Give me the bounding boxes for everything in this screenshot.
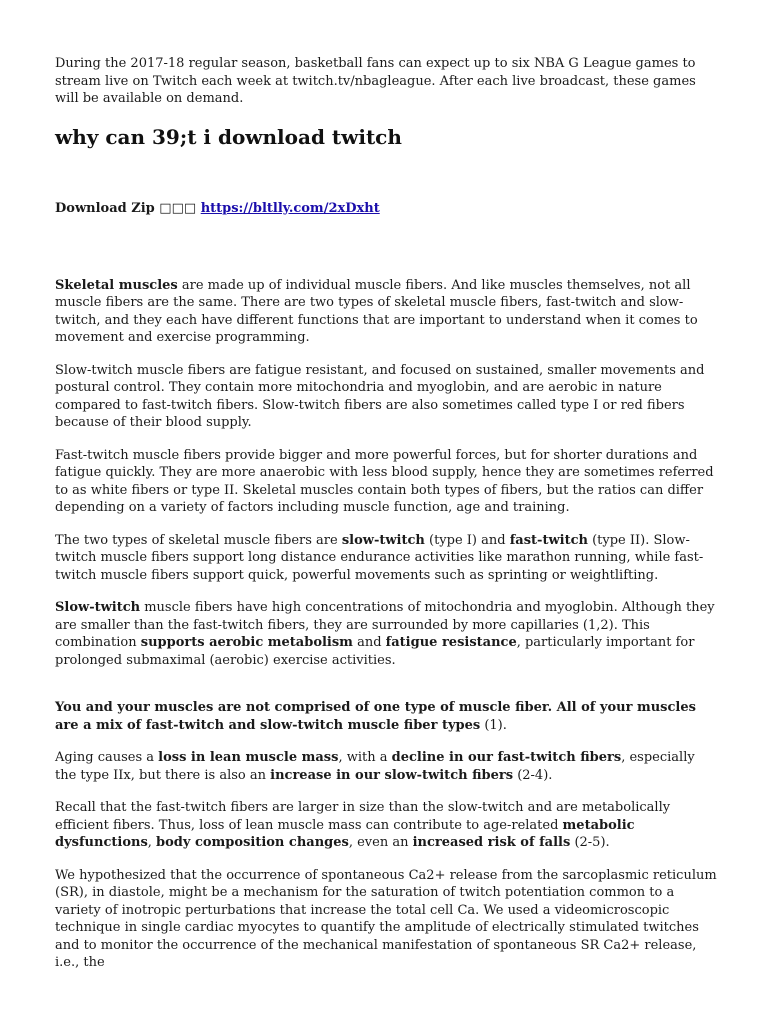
article	[55, 55, 720, 972]
paragraph-slow-twitch: Slow-twitch muscle fibers are fatigue resistant, and focused on sustained, smaller movements and postural control. They contain more mitochondria and myoglobin, and are aerobic in nature compared to fast-twitch fibers. Slow-twitch fibers are also sometimes called type I or red fibers because of their blood supply.	[55, 362, 705, 430]
bold-text: body composition changes	[156, 835, 349, 850]
page-title: why can 39;t i download twitch	[55, 124, 402, 149]
bold-text: slow-twitch	[341, 532, 425, 548]
bold-text: increase in our slow-twitch fibers	[270, 767, 514, 783]
bold-text: metabolic dysfunctions	[55, 817, 635, 850]
paragraph-aging: Aging causes a loss in lean muscle mass, with a decline in our fast-twitch fibers, especially the type IIx, but there is also an increase in our slow-twitch fibers (2-4).	[55, 750, 695, 783]
intro-paragraph: During the 2017-18 regular season, basketball fans can expect up to six NBA G League games to stream live on Twitch each week at twitch.tv/nbagleague. After each live broadcast, these games will be available on demand.	[55, 56, 696, 106]
bold-text: loss in lean muscle mass	[158, 750, 339, 765]
bold-text: decline in our fast-twitch fibers	[391, 750, 622, 765]
download-link[interactable]: https://bltlly.com/2xDxht	[200, 200, 380, 216]
download-line	[55, 200, 720, 217]
paragraph-recall: Recall that the fast-twitch fibers are larger in size than the slow-twitch and are metabolically efficient fibers. Thus, loss of lean muscle mass can contribute to age-related metabolic dysfunctions, body composition changes, even an increased risk of falls (2-5).	[55, 800, 671, 850]
paragraph-slow-twitch-detail: Slow-twitch muscle fibers have high concentrations of mitochondria and myoglobin. Although they are smaller than the fast-twitch fibers, they are surrounded by more capillaries (1,2). This combination supports aerobic metabolism and fatigue resistance, particularly important for prolonged submaximal (aerobic) exercise activities.	[55, 600, 715, 668]
bold-text: Skeletal muscles	[55, 277, 178, 293]
bold-text: increased risk of falls	[412, 835, 571, 850]
paragraph-skeletal-muscles: Skeletal muscles are made up of individual muscle fibers. And like muscles themselves, not all muscle fibers are the same. There are two types of skeletal muscle fibers, fast-twitch and slow-twitch, and they each have different functions that are important to understand when it comes to movement and exercise programming.	[55, 277, 698, 345]
download-label: Download Zip	[55, 200, 155, 216]
bold-text: fatigue resistance	[385, 635, 517, 650]
paragraph-mix-of-fibers: You and your muscles are not comprised of one type of muscle fiber. All of your muscles are a mix of fast-twitch and slow-twitch muscle fiber types (1).	[55, 700, 696, 733]
paragraph-fast-twitch: Fast-twitch muscle fibers provide bigger and more powerful forces, but for shorter durations and fatigue quickly. They are more anaerobic with less blood supply, hence they are sometimes referred to as white fibers or type II. Skeletal muscles contain both types of fibers, but the ratios can differ depending on a variety of factors including muscle function, age and training.	[55, 447, 714, 515]
bold-text: fast-twitch	[509, 532, 588, 548]
paragraph-hypothesis: We hypothesized that the occurrence of spontaneous Ca2+ release from the sarcoplasmic reticulum (SR), in diastole, might be a mechanism for the saturation of twitch potentiation common to a variety of inotropic perturbations that increase the total cell Ca. We used a videomicroscopic technique in single cardiac myocytes to quantify the amplitude of electrically stimulated twitches and to monitor the occurrence of the mechanical manifestation of spontaneous SR Ca2+ release, i.e., the	[55, 867, 717, 970]
bold-text: You and your muscles are not comprised of one type of muscle fiber. All of your muscles are a mix of fast-twitch and slow-twitch muscle fiber types	[55, 700, 696, 733]
bold-text: supports aerobic metabolism	[140, 635, 353, 650]
placeholder-glyphs: □□□	[159, 200, 197, 216]
bold-text: Slow-twitch	[55, 600, 141, 615]
paragraph-two-types: The two types of skeletal muscle fibers are slow-twitch (type I) and fast-twitch (type II). Slow-twitch muscle fibers support long distance endurance activities like marathon running, while fast-twitch muscle fibers support quick, powerful movements such as sprinting or weightlifting.	[55, 532, 704, 583]
